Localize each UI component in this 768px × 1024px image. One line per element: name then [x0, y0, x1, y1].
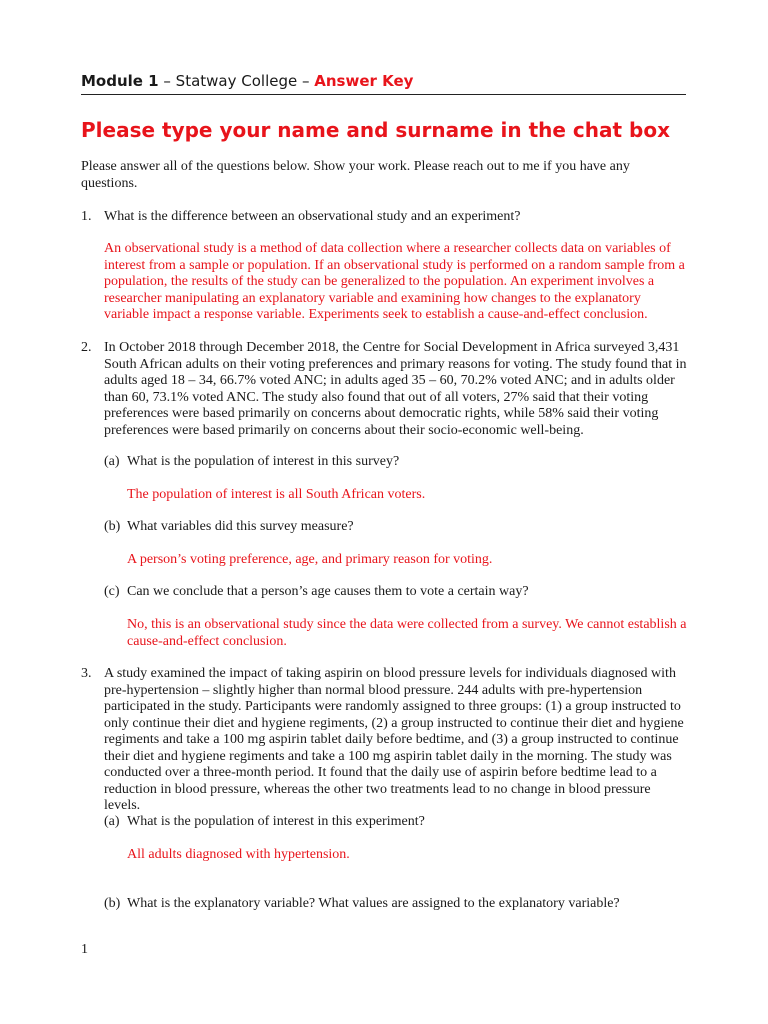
subquestion-label: (b)	[104, 519, 121, 534]
question-2b-text: What variables did this survey measure?	[127, 519, 354, 534]
question-number: 2.	[81, 340, 92, 355]
question-1-answer: An observational study is a method of data collection where a researcher collects data on variables of interest from a sample or population. If an observational study is performed on a random sample from a population, the results of the study can be generalized to the population. An experiment involves a researcher manipulating an explanatory variable and examining how changes to the explanatory variable impact a response variable. Experiments seek to establish a cause-and-effect conclusion.	[104, 241, 685, 322]
question-2c-answer: No, this is an observational study since the data were collected from a survey. We cannot establish a cause-and-effect conclusion.	[127, 617, 687, 649]
page-number: 1	[81, 942, 88, 957]
question-3a-answer: All adults diagnosed with hypertension.	[127, 847, 350, 862]
question-1-text: What is the difference between an observational study and an experiment?	[104, 209, 521, 224]
subquestion-label: (a)	[104, 814, 120, 829]
question-2b-answer: A person’s voting preference, age, and primary reason for voting.	[127, 552, 493, 567]
college-name: Statway College	[175, 72, 298, 90]
question-3-text: A study examined the impact of taking aspirin on blood pressure levels for individuals diagnosed with pre-hypertension – slightly higher than normal blood pressure. 244 adults with pre-hypertension participated in the study. Participants were randomly assigned to three groups: (1) a group instructed to only continue their diet and hygiene regiments, (2) a group instructed to continue their diet and hygiene regiments and take a 100 mg aspirin tablet daily before bedtime, and (3) a group instructed to continue their diet and hygiene regiments and take a 100 mg aspirin tablet daily in the morning. The study was conducted over a three-month period. It found that the daily use of aspirin before bedtime lead to a reduction in blood pressure, whereas the other two treatments lead to no change in blood pressure levels.	[104, 666, 684, 813]
header-separator: –	[158, 72, 176, 90]
intro-text: Please answer all of the questions below. Show your work. Please reach out to me if you have any questions.	[81, 159, 630, 191]
subquestion-label: (c)	[104, 584, 120, 599]
subquestion-label: (b)	[104, 896, 121, 911]
page-header	[81, 72, 686, 95]
header-separator: –	[297, 72, 315, 90]
answer-key-label: Answer Key	[314, 72, 414, 90]
subquestion-label: (a)	[104, 454, 120, 469]
module-label: Module 1	[81, 72, 159, 90]
page-title: Please type your name and surname in the chat box	[81, 118, 670, 142]
question-3a-text: What is the population of interest in this experiment?	[127, 814, 425, 829]
question-2a-text: What is the population of interest in this survey?	[127, 454, 400, 469]
question-2-text: In October 2018 through December 2018, the Centre for Social Development in Africa surveyed 3,431 South African adults on their voting preferences and primary reasons for voting. The study found that in adults aged 18 – 34, 66.7% voted ANC; in adults aged 35 – 60, 70.2% voted ANC; and in adults older than 60, 73.1% voted ANC. The study also found that out of all voters, 27% said that their voting preferences were based primarily on concerns about democratic rights, while 58% said their voting preferences were based primarily on concerns about their socio-economic well-being.	[104, 340, 687, 438]
question-number: 1.	[81, 209, 92, 224]
question-number: 3.	[81, 666, 92, 681]
question-3b-text: What is the explanatory variable? What values are assigned to the explanatory variable?	[127, 896, 620, 911]
question-2c-text: Can we conclude that a person’s age causes them to vote a certain way?	[127, 584, 529, 599]
question-2a-answer: The population of interest is all South African voters.	[127, 487, 426, 502]
